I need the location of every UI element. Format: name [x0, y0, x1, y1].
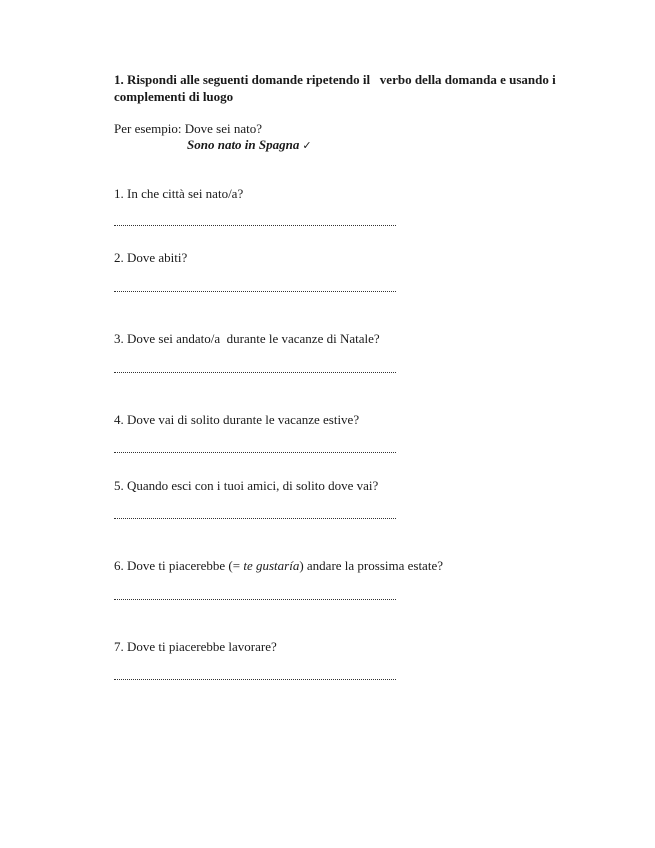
question-6-part-2: ) andare la prossima estate? [299, 558, 443, 573]
answer-line-4[interactable] [114, 452, 396, 453]
answer-line-1[interactable] [114, 225, 396, 226]
example-label: Per esempio: Dove sei nato? [114, 121, 263, 136]
question-5: 5. Quando esci con i tuoi amici, di solito dove vai? [114, 478, 379, 493]
question-2: 2. Dove abiti? [114, 250, 188, 265]
question-6-part-1: 6. Dove ti piacerebbe (= [114, 558, 244, 573]
answer-line-3[interactable] [114, 372, 396, 373]
check-icon: ✓ [302, 139, 312, 152]
example-answer-text: Sono nato in Spagna [187, 137, 300, 152]
answer-line-6[interactable] [114, 599, 396, 600]
question-1: 1. In che città sei nato/a? [114, 186, 244, 201]
example-answer [187, 136, 312, 154]
answer-line-5[interactable] [114, 518, 396, 519]
answer-line-2[interactable] [114, 291, 396, 292]
question-6 [114, 557, 443, 574]
question-3: 3. Dove sei andato/a durante le vacanze di Natale? [114, 331, 380, 346]
exercise-heading: 1. Rispondi alle seguenti domande ripetendo il verbo della domanda e usando i complementi di luogo [114, 72, 559, 104]
question-4: 4. Dove vai di solito durante le vacanze estive? [114, 412, 360, 427]
answer-line-7[interactable] [114, 679, 396, 680]
question-7: 7. Dove ti piacerebbe lavorare? [114, 639, 277, 654]
question-6-italic: te gustaría [243, 558, 300, 573]
